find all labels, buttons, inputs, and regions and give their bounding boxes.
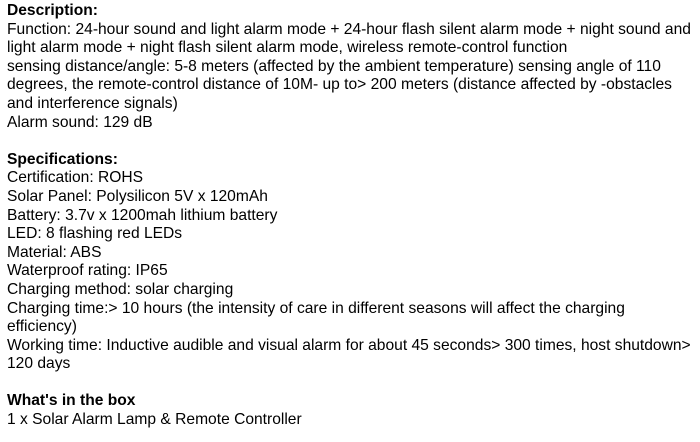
- product-document: [7, 2, 697, 430]
- description-heading: Description:: [7, 2, 98, 19]
- description-section: [7, 2, 697, 132]
- spec-led: LED: 8 flashing red LEDs: [7, 225, 183, 243]
- specifications-heading: Specifications:: [7, 150, 118, 168]
- spec-solar-panel: Solar Panel: Polysilicon 5V x 120mAh: [7, 187, 268, 205]
- section-spacer: [7, 132, 697, 151]
- spec-charging-method: Charging method: solar charging: [7, 280, 234, 298]
- box-contents-heading: What's in the box: [7, 392, 136, 410]
- spec-certification: Certification: ROHS: [7, 169, 144, 187]
- box-contents-section: [7, 392, 697, 429]
- specifications-section: [7, 151, 697, 374]
- section-spacer: [7, 374, 697, 393]
- description-alarm-sound-line: Alarm sound: 129 dB: [7, 113, 153, 131]
- description-sensing-line: sensing distance/angle: 5-8 meters (affected by the ambient temperature) sensing angle of 110 degrees, the remote-control distance of 10M- up to> 200 meters (distance affected by -obstacles and interference signals): [7, 57, 672, 112]
- box-contents-item: 1 x Solar Alarm Lamp & Remote Controller: [7, 411, 302, 429]
- spec-waterproof: Waterproof rating: IP65: [7, 262, 168, 280]
- spec-charging-time: Charging time:> 10 hours (the intensity of care in different seasons will affect the charging efficiency): [7, 299, 625, 336]
- spec-battery: Battery: 3.7v x 1200mah lithium battery: [7, 206, 278, 224]
- spec-material: Material: ABS: [7, 243, 102, 261]
- description-function-line: Function: 24-hour sound and light alarm mode + 24-hour flash silent alarm mode + night sound and light alarm mode + night flash silent alarm mode, wireless remote-control function: [7, 20, 691, 57]
- spec-working-time: Working time: Inductive audible and visual alarm for about 45 seconds> 300 times, host shutdown> 120 days: [7, 336, 691, 373]
